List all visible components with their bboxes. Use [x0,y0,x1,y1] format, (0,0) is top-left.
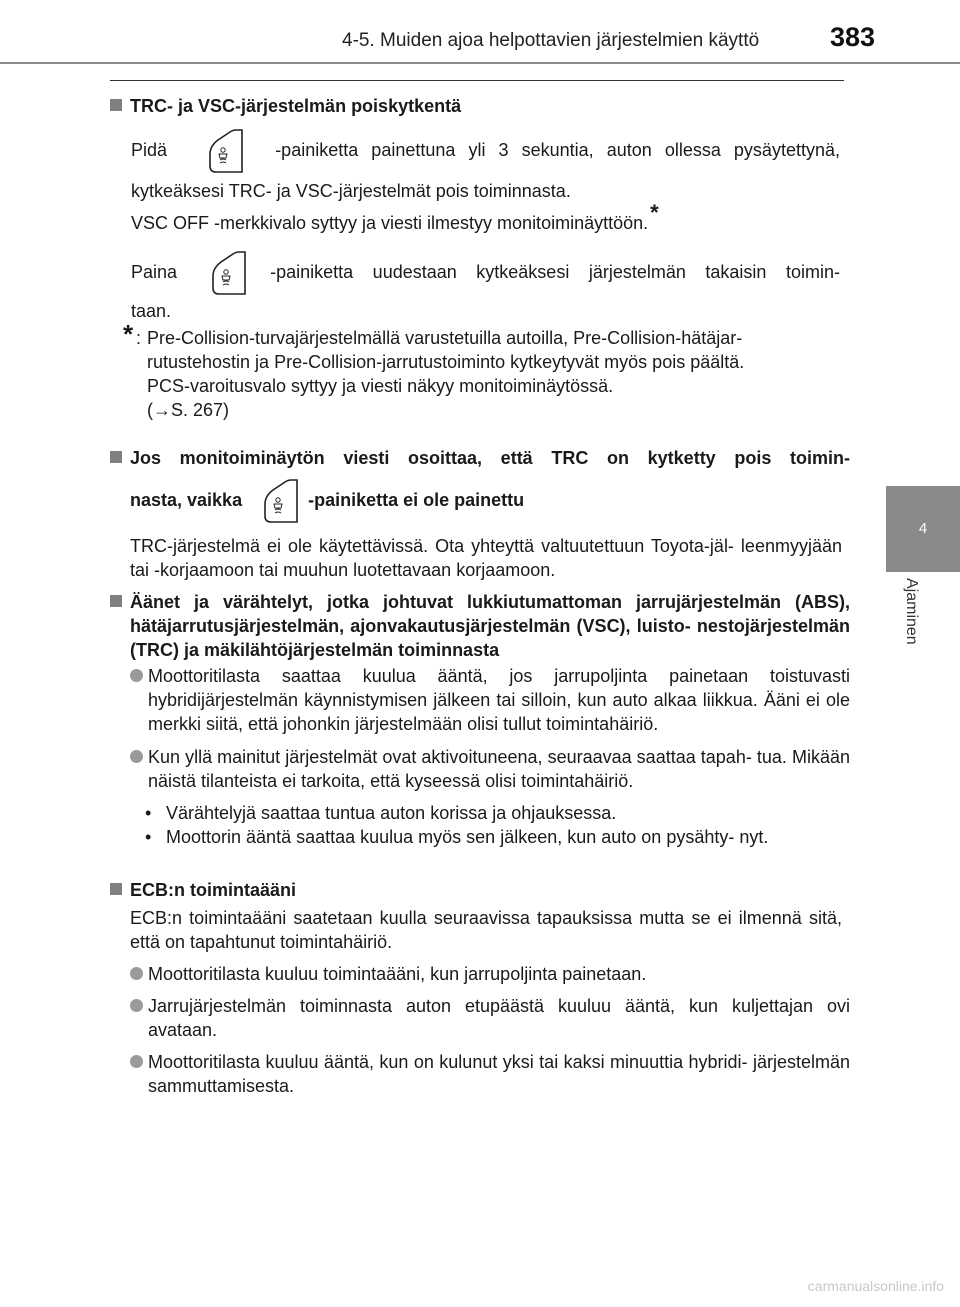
text-fragment: nasta, vaikka [130,489,243,510]
paragraph-trc-unavailable: TRC-järjestelmä ei ole käytettävissä. Ota yhteyttä valtuutettuun Toyota-jäl- leenmyyjään tai -korjaamoon tai muuhun luotettavaan korjaamoon. [130,536,842,580]
square-marker [110,883,122,895]
vsc-off-button-icon [263,478,299,524]
sub-list-item [145,801,840,825]
section-heading: TRC- ja VSC-järjestelmän poiskytkentä [130,96,462,116]
dot-marker [130,967,143,980]
text-fragment: Pidä [131,139,168,160]
square-marker [110,451,122,463]
text-fragment: VSC OFF -merkkivalo syttyy ja viesti ilmestyy monitoiminäyttöön. [131,213,649,233]
list-item [130,664,850,736]
list-item-text: Moottoritilasta kuuluu toimintaääni, kun jarrupoljinta painetaan. [148,964,647,984]
section-heading: Jos monitoiminäytön viesti osoittaa, että TRC on kytketty pois toimin- [130,448,850,468]
paragraph-press-again [131,250,840,296]
list-item [130,1050,850,1098]
list-item [130,994,850,1042]
bullet-marker: • [145,803,152,823]
text-fragment: Paina [131,261,178,282]
section-heading-cont [130,478,850,524]
paragraph-hold-button-cont: kytkeäksesi TRC- ja VSC-järjestelmät pois toiminnasta. [131,181,571,201]
vsc-off-button-icon [211,250,247,296]
page-reference-link[interactable]: (→S. 267) [147,400,230,420]
square-marker [110,595,122,607]
paragraph-press-again-cont: taan. [131,301,172,321]
dot-marker [130,750,143,763]
list-item-text: Moottoritilasta saattaa kuulua ääntä, jos jarrupoljinta painetaan toistuvasti hybridijärjestelmän käynnistymisen jälkeen tai silloin, kun auto alkaa liikkua. Ääni ei ole merkki siitä, että johonkin järjestelmään olisi tullut toimintahäiriö. [148,666,850,734]
section-trc-vsc-off [110,94,850,118]
dot-marker [130,669,143,682]
text-fragment: -painiketta painettuna yli 3 sekuntia, auton ollessa pysäytettynä, [275,139,840,160]
paragraph-ecb-sound: ECB:n toimintaääni saatetaan kuulla seuraavissa tapauksissa mutta se ei ilmennä sitä, että on tapahtunut toimintahäiriö. [130,908,842,952]
section-sounds [110,590,850,662]
section-heading: Äänet ja värähtelyt, jotka johtuvat lukkiutumattoman jarrujärjestelmän (ABS), hätäjarrutusjärjestelmän, ajonvakautusjärjestelmän (VSC), luisto- nestojärjestelmän (TRC) ja mäkilähtöjärjestelmän toiminnasta [130,592,850,660]
header-rule [0,62,960,64]
footnote-reference: * [650,200,659,225]
sub-list-item [145,825,840,849]
page-number: 383 [830,22,876,52]
list-item-text: Moottoritilasta kuuluu ääntä, kun on kulunut yksi tai kaksi minuuttia hybridi- järjestelmän sammuttamisesta. [148,1052,850,1096]
footnote-line: rutustehostin ja Pre-Collision-jarrutustoiminto kytkeytyvät myös pois päältä. [147,352,745,372]
footnote-mark: * [123,319,134,349]
chapter-label: Ajaminen [903,578,920,645]
header-title: 4-5. Muiden ajoa helpottavien järjestelmien käyttö [342,30,760,51]
paragraph-vsc-off-indicator [131,200,840,235]
footnote-line: PCS-varoitusvalo syttyy ja viesti näkyy monitoiminäytössä. [147,376,614,396]
paragraph-hold-button [131,128,840,174]
footnote [123,319,843,422]
list-item-text: Jarrujärjestelmän toiminnasta auton etupäästä kuuluu ääntä, kun kuljettajan ovi avataan. [148,996,850,1040]
section-trc-message [110,446,850,470]
list-item [130,962,850,986]
section-ecb [110,878,850,902]
text-fragment: -painiketta uudestaan kytkeäksesi järjestelmän takaisin toimin- [270,261,840,282]
vsc-off-button-icon [208,128,244,174]
watermark: carmanualsonline.info [807,1278,944,1294]
section-heading: ECB:n toimintaääni [130,880,297,900]
content-rule [110,80,844,81]
footnote-line: Pre-Collision-turvajärjestelmällä varustetuilla autoilla, Pre-Collision-hätäjar- [147,328,743,348]
footnote-colon: : [136,328,142,348]
bullet-marker: • [145,827,152,847]
list-item [130,745,850,793]
list-item-text: Kun yllä mainitut järjestelmät ovat aktivoituneena, seuraavaa saattaa tapah- tua. Mikään näistä tilanteista ei tarkoita, että kyseessä olisi toimintahäiriö. [148,747,850,791]
dot-marker [130,999,143,1012]
chapter-tab[interactable] [886,486,960,572]
square-marker [110,99,122,111]
chapter-number: 4 [918,520,928,537]
text-fragment: -painiketta ei ole painettu [308,489,525,510]
sub-list-item-text: Moottorin ääntä saattaa kuulua myös sen jälkeen, kun auto on pysähty- nyt. [166,827,769,847]
sub-list-item-text: Värähtelyjä saattaa tuntua auton korissa ja ohjauksessa. [166,803,617,823]
dot-marker [130,1055,143,1068]
